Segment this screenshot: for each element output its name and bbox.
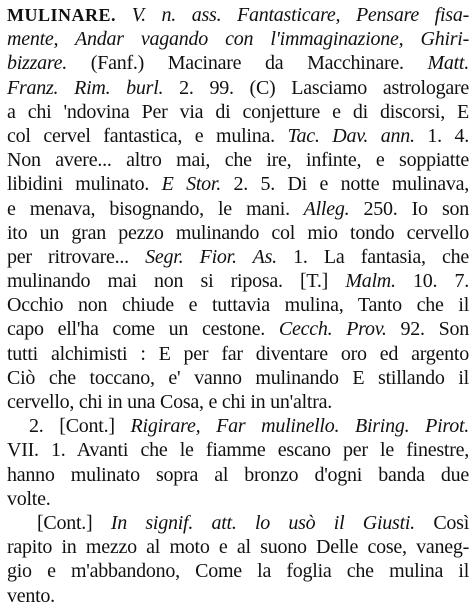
entry-line: rapito in mezzo al moto e al suono Delle cose, vaneg- [7,536,469,559]
entry-line: capo ell'ha come un cestone. Cecch. Prov. 92. Son [7,318,469,341]
entry-line: volte. [7,487,51,510]
entry-line: 2. [Cont.] Rigirare, Far mulinello. Biring. Pirot. [29,415,469,438]
entry-line: mente, Andar vagando con l'immaginazione, Ghiri- [7,28,469,51]
headword: MULINARE. [7,5,117,25]
entry-line: libidini mulinato. E Stor. 2. 5. Di e notte mulinava, [7,173,469,196]
entry-line: Franz. Rim. burl. 2. 99. (C) Lasciamo astrologare [7,76,469,99]
entry-line: ito un gran pezzo mulinando col mio tondo cervello [7,221,469,244]
entry-line: Non avere... altro mai, che ire, infinte, e soppiatte [7,149,469,172]
entry-line: Occhio non chiude e tuttavia mulina, Tanto che il [7,294,469,317]
entry-line: per ritrovare... Segr. Fior. As. 1. La fantasia, che [7,245,469,268]
entry-line: a chi 'ndovina Per via di conjetture e di discorsi, E [7,100,469,123]
dictionary-entry [7,3,469,608]
entry-line: mulinando mai non si riposa. [T.] Malm. 10. 7. [7,270,469,293]
entry-line: tutti alchimisti : E per far diventare oro ed argento [7,342,469,365]
entry-line: e menava, bisognando, le mani. Alleg. 250. Io son [7,197,469,220]
entry-line: [Cont.] In signif. att. lo usò il Giusti. Così [37,511,469,534]
entry-line: hanno mulinato sopra al bronzo d'ogni banda due [7,463,469,486]
entry-line: cervello, chi in una Cosa, e chi in un'altra. [7,391,333,413]
entry-line: vento. [7,584,55,607]
entry-line: MULINARE. V. n. ass. Fantasticare, Pensare fisa- [7,4,469,26]
entry-line: bizzare. (Fanf.) Macinare da Macchinare. Matt. [7,52,469,75]
entry-line: gio e m'abbandono, Come la foglia che mulina il [7,560,469,583]
entry-line: VII. 1. Avanti che le fiamme escano per le finestre, [7,439,469,462]
entry-line: Ciò che toccano, e' vanno mulinando E stillando il [7,366,469,389]
entry-line: col cervel fantastica, e mulina. Tac. Dav. ann. 1. 4. [7,124,469,147]
